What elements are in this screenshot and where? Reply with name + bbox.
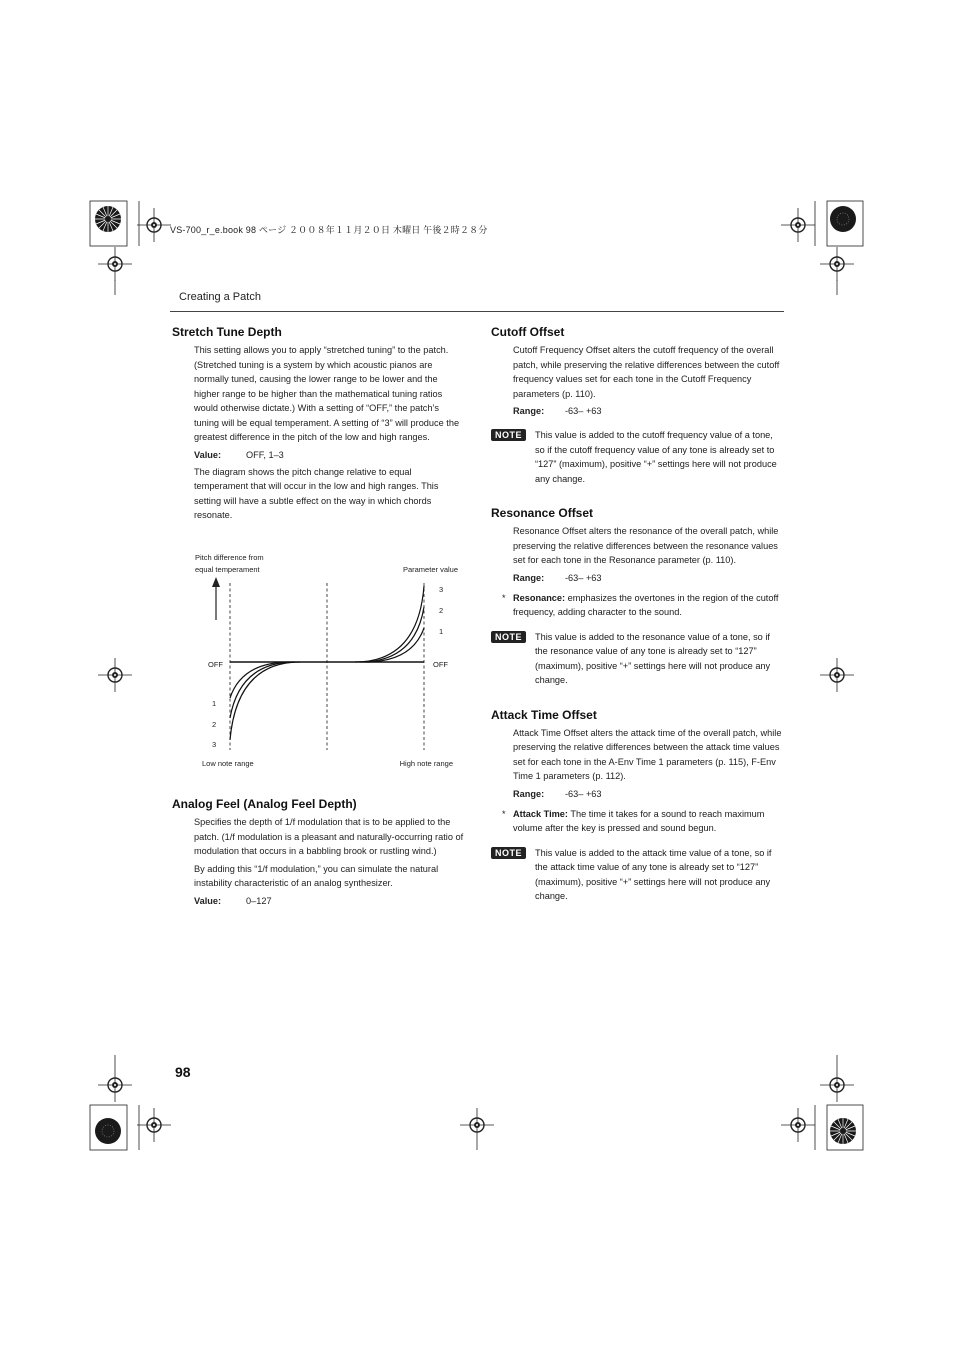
- running-header-title: Creating a Patch: [179, 291, 261, 303]
- value-label: Value:: [194, 895, 222, 906]
- stretch-tune-value-row: [194, 448, 464, 462]
- resonance-term-definition: emphasizes the overtones in the region of the cutoff frequency, adding character to the sound.: [513, 592, 779, 617]
- cutoff-offset-heading: Cutoff Offset: [491, 325, 565, 339]
- value-text: OFF, 1–3: [246, 449, 284, 460]
- diagram-parameter-label: Parameter value: [402, 565, 458, 574]
- right-label-3: 3: [439, 585, 444, 594]
- cutoff-offset-section: [491, 325, 783, 486]
- printer-slug-line: VS-700_r_e.book 98 ページ ２００８年１１月２０日 木曜日 午後２時２８分: [170, 225, 488, 235]
- diagram-y-label-line1: Pitch difference from: [195, 553, 264, 562]
- analog-feel-heading: Analog Feel (Analog Feel Depth): [172, 797, 357, 811]
- diagram-y-label-line2: equal temperament: [195, 565, 260, 574]
- range-label: Range:: [513, 572, 545, 583]
- resonance-footnote: [502, 591, 783, 620]
- curve-high-2: [360, 607, 424, 662]
- resonance-range-row: [513, 571, 783, 585]
- attack-term-definition: The time it takes for a sound to reach maximum volume after the key is pressed and sound begun.: [513, 808, 765, 833]
- cutoff-offset-description: Cutoff Frequency Offset alters the cutoff frequency of the overall patch, while preserving the relative differences between the cutoff frequency values set for each tone in the Cutoff Frequency parameters (p. 110).: [513, 345, 780, 399]
- resonance-note-text: This value is added to the resonance value of a tone, so if the resonance value of any tone is already set to “127” (maximum), positive “+” settings here will not produce any change.: [535, 631, 771, 685]
- attack-footnote: [502, 807, 783, 836]
- resonance-note: [491, 630, 783, 688]
- curve-low-3: [230, 662, 300, 740]
- cutoff-range-row: [513, 404, 783, 418]
- asterisk-icon: *: [502, 592, 506, 603]
- note-badge: NOTE: [491, 631, 526, 643]
- range-label: Range:: [513, 788, 545, 799]
- stretch-tune-depth-heading: Stretch Tune Depth: [172, 325, 282, 339]
- header-rule: [170, 311, 784, 312]
- left-label-off: OFF: [208, 660, 223, 669]
- range-text: -63– +63: [565, 572, 602, 583]
- analog-feel-value-row: [194, 894, 464, 908]
- stretch-tune-description: This setting allows you to apply “stretched tuning” to the patch. (Stretched tuning is a system by which acoustic pianos are normally tuned, causing the lower range to be lower and the higher range to be higher than the mathematical tuning ratios would otherwise dictate.) With a setting of “OFF,” the patch’s tuning will be equal temperament. A setting of “3” will produce the greatest difference in the pitch of the low and high ranges.: [194, 345, 460, 442]
- attack-time-offset-heading: Attack Time Offset: [491, 707, 597, 722]
- left-label-1: 1: [212, 699, 217, 708]
- attack-range-row: [513, 787, 783, 801]
- resonance-offset-heading: Resonance Offset: [491, 506, 594, 520]
- resonance-offset-section: [491, 506, 783, 688]
- value-text: 0–127: [246, 895, 272, 906]
- attack-time-offset-section: [491, 708, 783, 904]
- right-column: [491, 325, 783, 904]
- asterisk-icon: *: [502, 808, 506, 819]
- left-label-3: 3: [212, 740, 217, 749]
- y-axis-arrow-head: [212, 577, 220, 587]
- curve-low-1: [230, 662, 290, 698]
- high-note-range-label: High note range: [399, 759, 453, 768]
- stretch-tuning-diagram: [190, 548, 470, 773]
- low-note-range-label: Low note range: [202, 759, 254, 768]
- right-label-1: 1: [439, 627, 444, 636]
- resonance-offset-description: Resonance Offset alters the resonance of the overall patch, while preserving the relative differences between the resonance values set for each tone in the Resonance parameter (p. 110).: [513, 526, 779, 565]
- cutoff-note: [491, 428, 783, 486]
- range-label: Range:: [513, 406, 545, 416]
- curve-high-3: [355, 586, 424, 662]
- curve-low-2: [230, 662, 295, 718]
- note-badge: NOTE: [491, 847, 526, 859]
- analog-feel-description-2: By adding this “1/f modulation,” you can simulate the natural instability characteristic of an analog synthesizer.: [194, 863, 439, 888]
- range-text: -63– +63: [565, 788, 602, 799]
- stretch-tune-depth-section: [172, 325, 464, 523]
- page-number: 98: [175, 1064, 191, 1080]
- resonance-term: Resonance:: [513, 592, 566, 603]
- attack-term: Attack Time:: [513, 808, 568, 819]
- attack-note: [491, 846, 783, 904]
- cutoff-note-text: This value is added to the cutoff frequency value of a tone, so if the cutoff frequency value of any tone is already set to “127” (maximum), positive “+” settings here will not produce any change.: [535, 430, 777, 484]
- attack-note-text: This value is added to the attack time value of a tone, so if the attack time value of any tone is already set to “127” (maximum), positive “+” settings here will not produce any change.: [535, 847, 772, 901]
- right-label-off: OFF: [433, 660, 448, 669]
- left-column: [172, 325, 464, 526]
- range-text: -63– +63: [565, 406, 602, 416]
- value-label: Value:: [194, 449, 222, 460]
- left-label-2: 2: [212, 720, 217, 729]
- attack-time-offset-description: Attack Time Offset alters the attack time of the overall patch, while preserving the relative differences between the attack time values set for each tone in the A-Env Time 1 parameters (p. 115), F-Env Time 1 parameters (p. 112).: [513, 727, 782, 781]
- stretch-tune-diagram-description: The diagram shows the pitch change relative to equal temperament that will occur in the low and high ranges. This setting will have a subtle effect on the way in which chords resonate.: [194, 466, 439, 520]
- note-badge: NOTE: [491, 429, 526, 441]
- right-label-2: 2: [439, 606, 444, 615]
- analog-feel-section: [172, 797, 464, 908]
- analog-feel-description: Specifies the depth of 1/f modulation that is to be applied to the patch. (1/f modulation is a pleasant and naturally-occurring ratio of modulation that occurs in a babbling brook or rustling wind.): [194, 817, 464, 856]
